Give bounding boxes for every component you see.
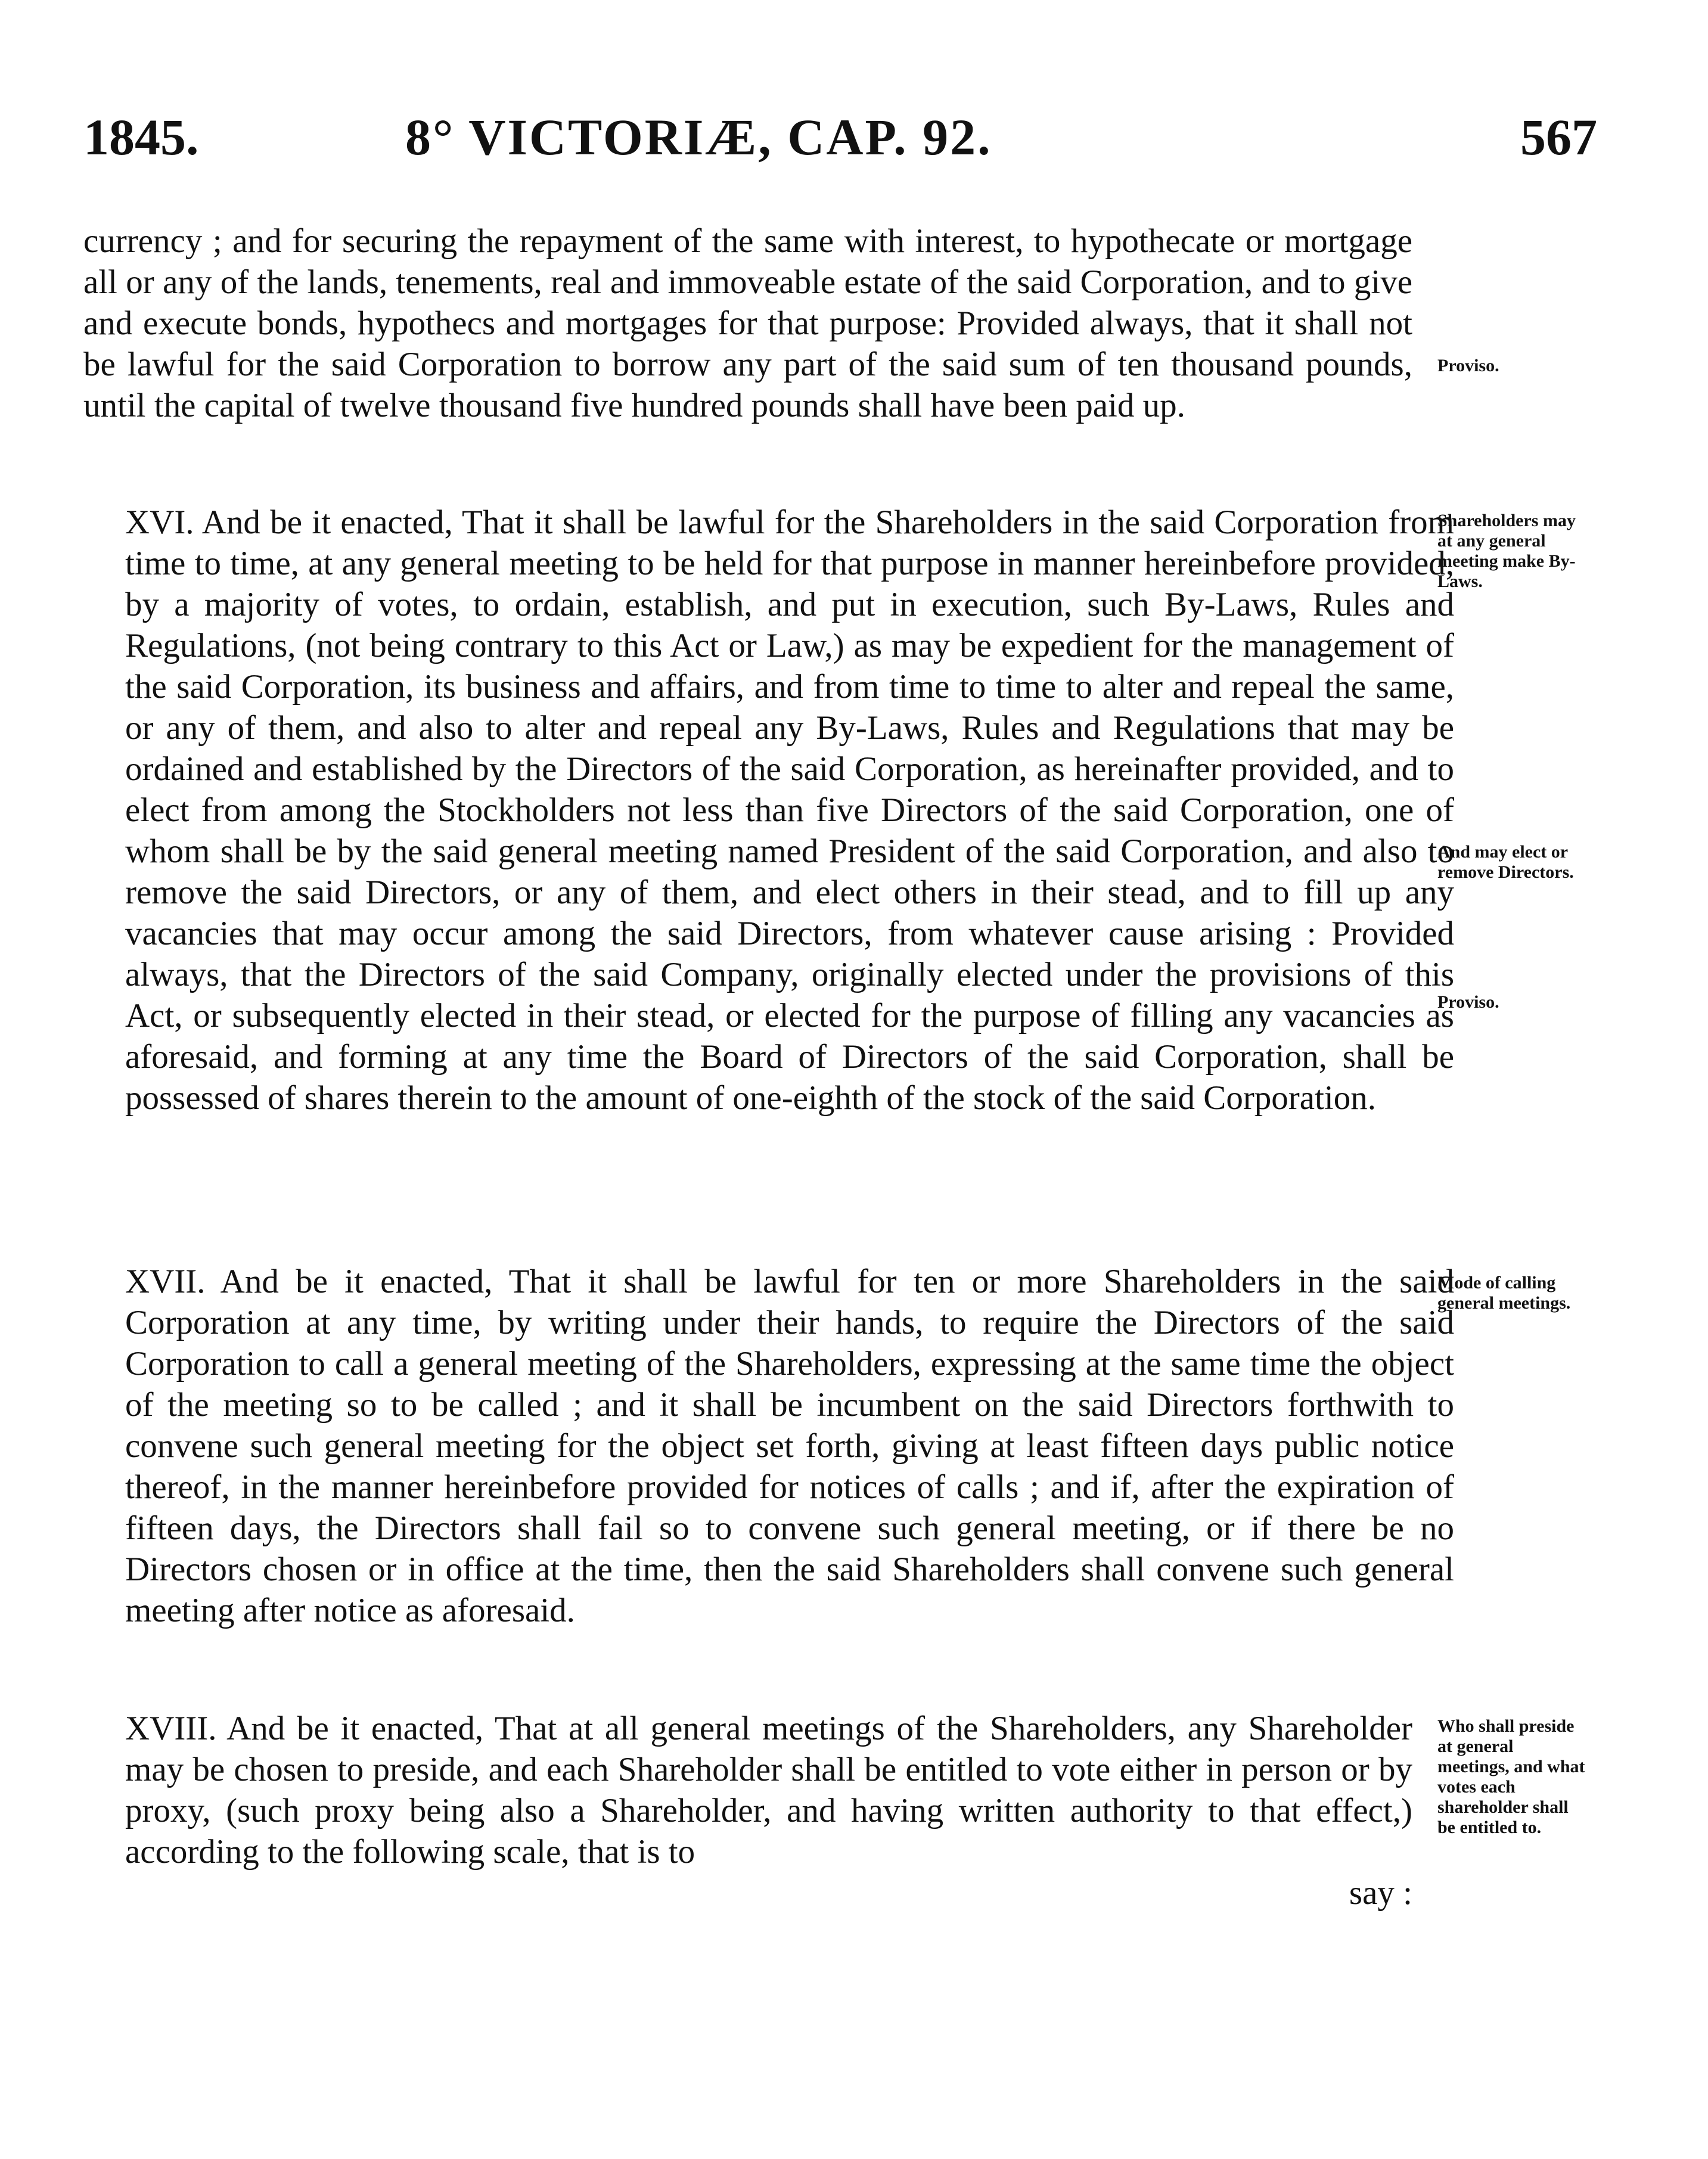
paragraph-body — [83, 1708, 1412, 1872]
section-number: XVI. — [125, 504, 194, 541]
paragraph-continuation — [83, 220, 1412, 426]
chapter-title: 8° VICTORIÆ, CAP. 92. — [405, 108, 992, 166]
margin-note-meetings: Mode of calling general meetings. — [1437, 1273, 1571, 1313]
margin-note-bylaws: Shareholders may at any general meeting make By-Laws. — [1437, 511, 1576, 591]
paragraph-text: And be it enacted, That it shall be lawful for ten or more Shareholders in the said Corporation at any time, by writing under their hands, to require the Directors of the said Corporation to call a general meeting of the Shareholders, expressing at the same time the object of the meeting so to be called ; and it shall be incumbent on the said Directors forthwith to convene such general meeting for the object set forth, giving at least fifteen days public notice thereof, in the manner hereinbefore provided for notices of calls ; and if, after the expiration of fifteen days, the Directors shall fail so to convene such general meeting, or if there be no Directors chosen or in office at the time, then the said Shareholders shall convene such general meeting after notice as aforesaid. — [125, 1263, 1455, 1629]
paragraph-text: And be it enacted, That at all general meetings of the Shareholders, any Shareholder may be chosen to preside, and each Shareholder shall be entitled to vote either in person or by proxy, (such proxy being also a Shareholder, and having written authority to that effect,) according to the following scale, that is to — [125, 1710, 1412, 1871]
section-number: XVII. — [125, 1263, 206, 1300]
margin-note-proviso: Proviso. — [1437, 356, 1499, 375]
section-xvi — [83, 502, 1454, 1119]
year: 1845. — [83, 108, 199, 166]
margin-note-votes: Who shall preside at general meetings, and what votes each shareholder shall be entitled to. — [1437, 1716, 1585, 1837]
section-number: XVIII. — [125, 1710, 217, 1747]
paragraph-text: And be it enacted, That it shall be lawful for the Shareholders in the said Corporation from time to time, at any general meeting to be held for that purpose in manner hereinbefore provided, by a majority of votes, to ordain, establish, and put in execution, such By-Laws, Rules and Regulations, (not being contrary to this Act or Law,) as may be expedient for the management of the said Corporation, its business and affairs, and from time to time to alter and repeal the same, or any of them, and also to alter and repeal any By-Laws, Rules and Regulations that may be ordained and established by the Directors of the said Corporation, as hereinafter provided, and to elect from among the Stockholders not less than five Directors of the said Corporation, one of whom shall be by the said general meeting named President of the said Corporation, and also to remove the said Directors, or any of them, and elect others in their stead, and to fill up any vacancies that may occur among the said Directors, from whatever cause arising : Provided always, that the Directors of the said Company, originally elected under the provisions of this Act, or subsequently elected in their stead, or elected for the purpose of filling any vacancies as aforesaid, and forming at any time the Board of Directors of the said Corporation, shall be possessed of shares therein to the amount of one-eighth of the stock of the said Corporation. — [125, 504, 1455, 1117]
section-xviii — [83, 1708, 1412, 1913]
margin-note-proviso: Proviso. — [1437, 992, 1499, 1012]
running-head — [83, 104, 1597, 170]
paragraph-last-line: say : — [1349, 1874, 1412, 1912]
section-xvii — [83, 1261, 1454, 1631]
page-number: 567 — [1520, 108, 1597, 166]
paragraph-text: currency ; and for securing the repayment of the same with interest, to hypothecate or mortgage all or any of the lands, tenements, real and immoveable estate of the said Corporation, and to give and execute bonds, hypothecs and mortgages for that purpose: Provided always, that it shall not be lawful for the said Corporation to borrow any part of the said sum of ten thousand pounds, until the capital of twelve thousand five hundred pounds shall have been paid up. — [83, 222, 1412, 424]
margin-note-directors: And may elect or remove Directors. — [1437, 842, 1574, 882]
